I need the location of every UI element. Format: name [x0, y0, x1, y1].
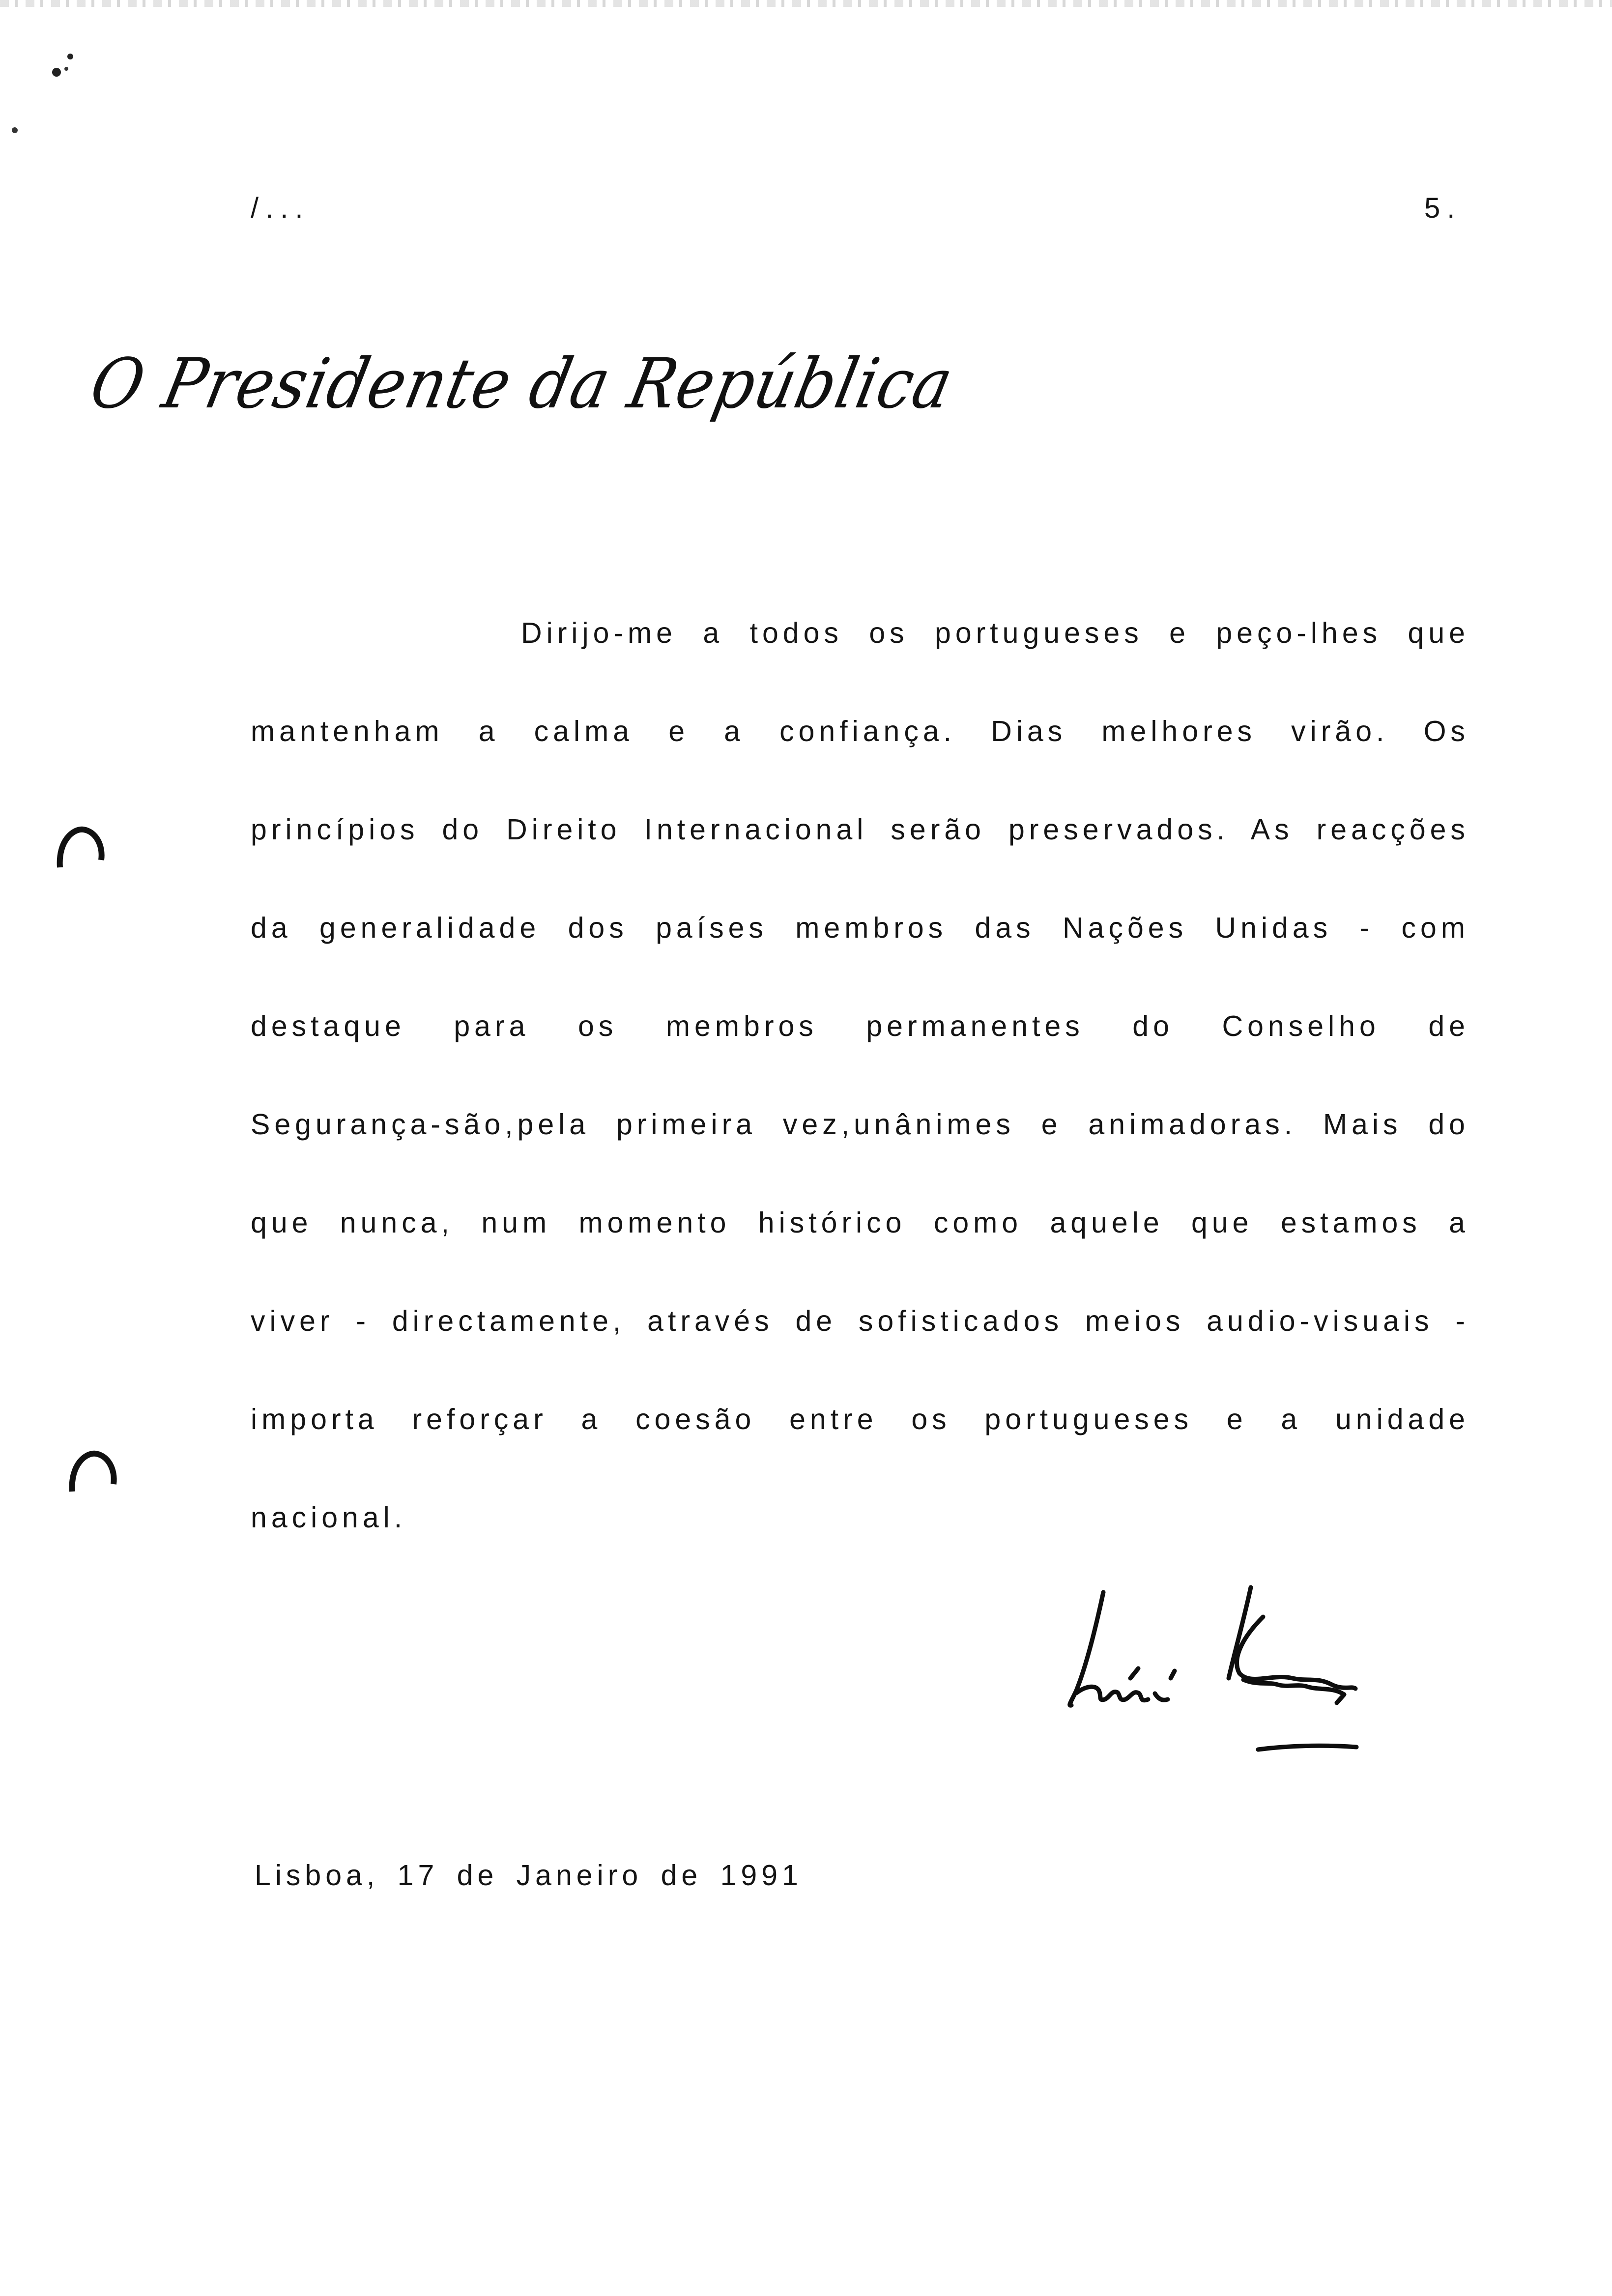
letterhead-title: O Presidente da República	[84, 344, 960, 424]
scan-speck	[9, 123, 24, 138]
punch-hole-mark	[54, 821, 108, 875]
continuation-mark: /...	[251, 192, 310, 224]
punch-hole-mark	[66, 1445, 120, 1499]
scan-edge-noise	[0, 0, 1612, 7]
signature	[1057, 1573, 1371, 1754]
place-and-date: Lisboa, 17 de Janeiro de 1991	[255, 1859, 803, 1892]
scan-speck	[47, 47, 81, 91]
letter-paragraph	[251, 584, 1469, 1567]
page-number: 5.	[1424, 192, 1462, 224]
paragraph-text: Dirijo-me a todos os portugueses e peço-lhes que mantenham a calma e a confiança. Dias melhores virão. Os princípios do Direito Internacional serão preservados. As reacções da generalidade dos países membros das Nações Unidas - com destaque para os membros permanentes do Conselho de Segurança-são,pela primeira vez,unânimes e animadoras. Mais do que nunca, num momento histórico como aquele que estamos a viver - directamente, através de sofisticados meios audio-visuais - importa reforçar a coesão entre os portugueses e a unidade nacional.	[251, 617, 1469, 1534]
